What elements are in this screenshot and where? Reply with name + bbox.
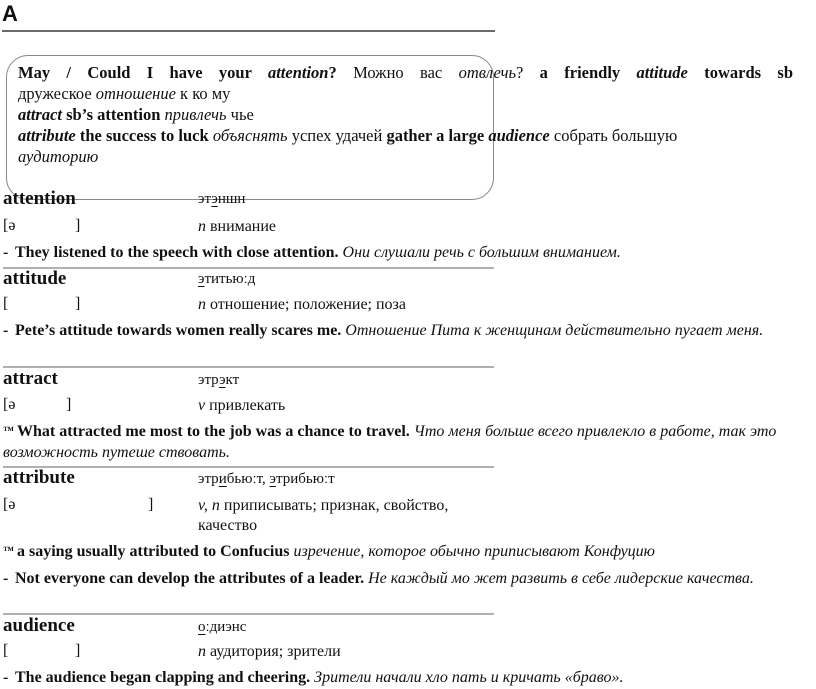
- entry-divider: [3, 613, 494, 615]
- entry-divider: [3, 267, 494, 269]
- example: - Not everyone can develop the attributes of a leader. Не каждый мо жет развить в себе лидерские качества.: [3, 570, 754, 587]
- entry-divider: [3, 466, 494, 468]
- headword: attribute: [3, 467, 75, 488]
- phrase-box: [18, 62, 793, 167]
- phrase-line-5: аудиторию: [18, 147, 99, 166]
- definition: n внимание: [198, 218, 277, 235]
- definition: v, n приписывать; признак, свойство, качество: [198, 497, 449, 534]
- headword: attitude: [3, 268, 67, 289]
- section-letter: A: [2, 1, 18, 26]
- phrase-line-1: May / Could I have your attention? Можно вас отвлечь? a friendly attitude towards sb: [18, 63, 793, 82]
- example: ™ What attracted me most to the job was a chance to travel. Что меня больше всего привлекло в работе, так это возможность путеше ствовать.: [3, 423, 777, 461]
- headword: attract: [3, 368, 58, 389]
- entry-divider: [3, 366, 494, 368]
- example: ™ a saying usually attributed to Confucius изречение, которое обычно приписывают Конфуцию: [3, 543, 655, 560]
- definition: v привлекать: [198, 397, 286, 414]
- ipa-bracket: [ ]: [3, 642, 81, 659]
- transcription: этэншн: [198, 191, 246, 207]
- section-divider: [2, 30, 495, 32]
- ipa-bracket: [ə ]: [3, 396, 72, 413]
- transcription: оːдиэнс: [198, 619, 247, 635]
- ipa-bracket: [ ]: [3, 295, 81, 312]
- headword: audience: [3, 615, 75, 636]
- definition: n отношение; положение; поза: [198, 296, 406, 313]
- transcription: этрибьюːт, этрибьюːт: [198, 471, 335, 487]
- headword: attention: [3, 188, 76, 209]
- ipa-bracket: [ə ]: [3, 496, 154, 513]
- ipa-bracket: [ə ]: [3, 217, 81, 234]
- phrase-line-4: attribute the success to luck объяснять успех удачей gather a large audience собрать большую: [18, 126, 678, 145]
- definition: n аудитория; зрители: [198, 643, 341, 660]
- example: - The audience began clapping and cheering. Зрители начали хло пать и кричать «браво».: [3, 669, 624, 686]
- phrase-line-2: дружеское отношение к ко му: [18, 84, 231, 103]
- transcription: этитьюːд: [198, 271, 256, 287]
- example: - Pete’s attitude towards women really scares me. Отношение Пита к женщинам действительно пугает меня.: [3, 322, 764, 339]
- transcription: этрэкт: [198, 372, 240, 388]
- phrase-line-3: attract sb’s attention привлечь чье: [18, 105, 254, 124]
- example: - They listened to the speech with close attention. Они слушали речь с большим вниманием.: [3, 244, 621, 261]
